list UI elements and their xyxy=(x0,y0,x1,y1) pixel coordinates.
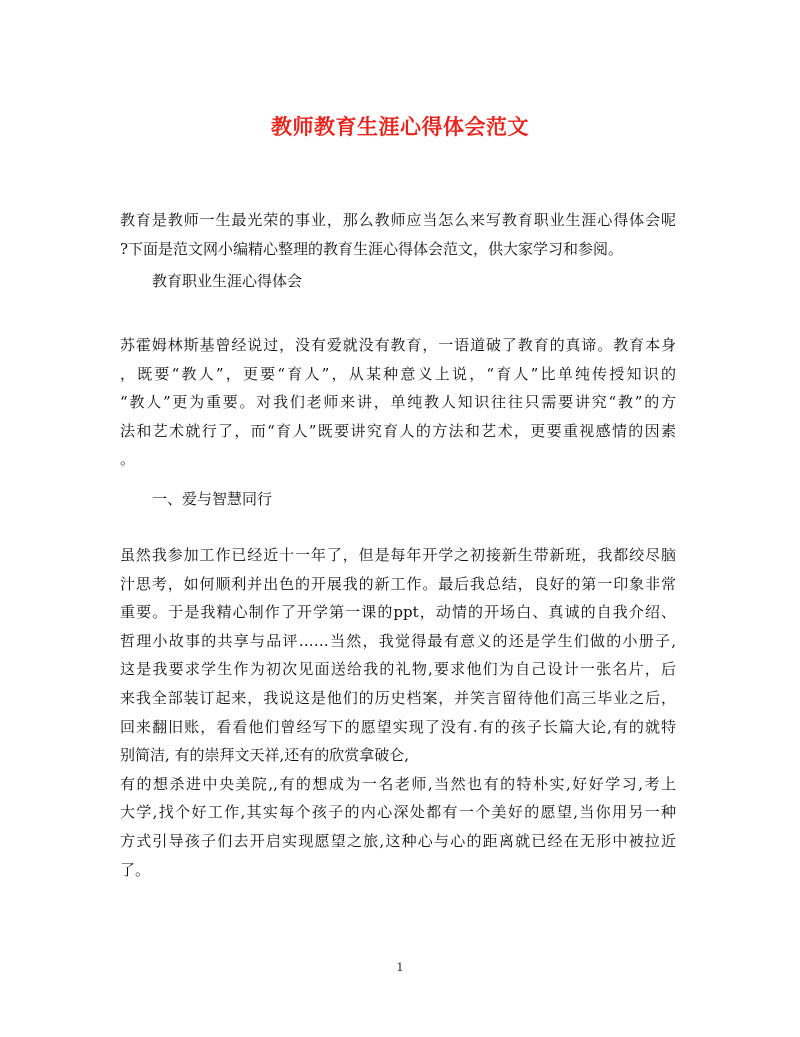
paragraph-line: 回来翻旧账，看看他们曾经写下的愿望实现了没有.有的孩子长篇大论,有的就特 xyxy=(120,717,676,736)
paragraph-line: 了。 xyxy=(120,860,151,879)
paragraph-line: 汁思考，如何顺利并出色的开展我的新工作。最后我总结，良好的第一印象非常 xyxy=(120,574,676,593)
paragraph-line: 苏霍姆林斯基曾经说过，没有爱就没有教育，一语道破了教育的真谛。教育本身 xyxy=(120,336,676,354)
paragraph-line: 虽然我参加工作已经近十一年了，但是每年开学之初接新生带新班，我都绞尽脑 xyxy=(120,546,676,564)
paragraph-line: 来我全部装订起来，我说这是他们的历史档案，并笑言留待他们高三毕业之后， xyxy=(120,688,676,707)
paragraph-line: 方式引导孩子们去开启实现愿望之旅,这种心与心的距离就已经在无形中被拉近 xyxy=(120,831,676,850)
paragraph-line: 这是我要求学生作为初次见面送给我的礼物,要求他们为自己设计一张名片，后 xyxy=(120,660,676,679)
paragraph-line: 别简洁, 有的崇拜文天祥,还有的欣赏拿破仑, xyxy=(120,746,410,765)
paragraph-line: 大学,找个好工作,其实每个孩子的内心深处都有一个美好的愿望,当你用另一种 xyxy=(120,803,676,822)
intro-paragraph xyxy=(120,206,676,263)
paragraph-line: 重要。于是我精心制作了开学第一课的ppt，动情的开场白、真诚的自我介绍、 xyxy=(120,603,676,622)
paragraph-line: ，既要“教人”，更要“育人”，从某种意义上说，“育人”比单纯传授知识的 xyxy=(120,364,676,383)
section-heading: 一、爱与智慧同行 xyxy=(152,490,273,508)
paragraph-line: ?下面是范文网小编精心整理的教育生涯心得体会范文，供大家学习和参阅。 xyxy=(120,239,624,258)
paragraph-line: 有的想杀进中央美院,,有的想成为一名老师,当然也有的特朴实,好好学习,考上 xyxy=(120,774,676,793)
document-title: 教师教育生涯心得体会范文 xyxy=(271,114,529,139)
page-number: 1 xyxy=(396,961,404,974)
paragraph-line: 。 xyxy=(120,450,136,469)
paragraph-line: “教人”更为重要。对我们老师来讲，单纯教人知识往往只需要讲究“教”的方 xyxy=(120,393,676,412)
paragraph-2 xyxy=(120,541,676,884)
paragraph-line: 法和艺术就行了，而“育人”既要讲究育人的方法和艺术，更要重视感情的因素 xyxy=(120,421,676,440)
paragraph-line: 哲理小故事的共享与品评……当然，我觉得最有意义的还是学生们做的小册子, xyxy=(120,631,676,650)
paragraph-line: 教育是教师一生最光荣的事业，那么教师应当怎么来写教育职业生涯心得体会呢 xyxy=(120,211,676,229)
subtitle-heading: 教育职业生涯心得体会 xyxy=(152,272,303,290)
paragraph-1 xyxy=(120,331,676,474)
